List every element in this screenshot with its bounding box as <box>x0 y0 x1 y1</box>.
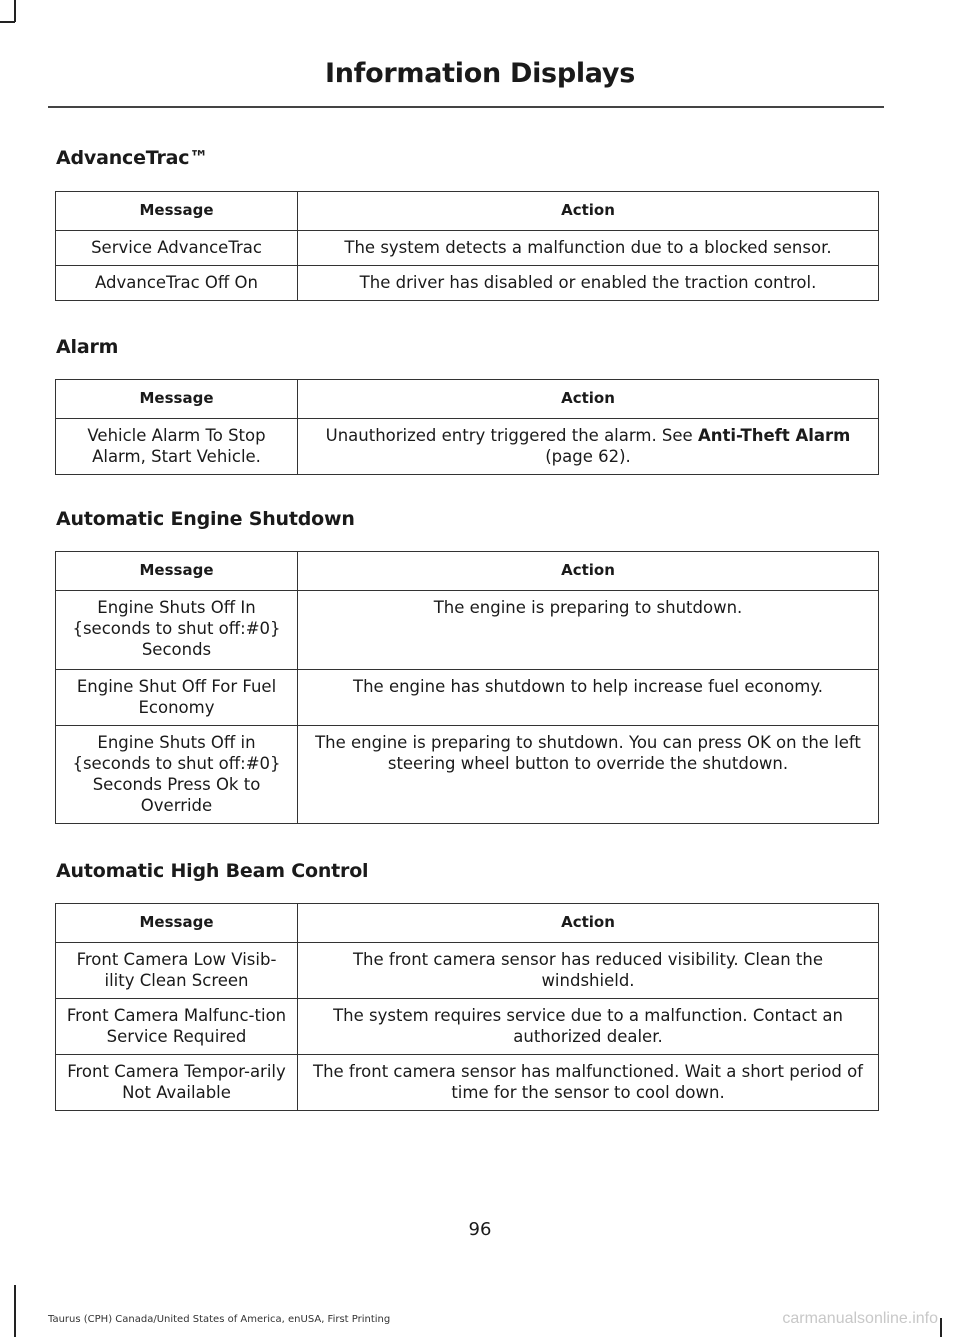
table-row <box>56 999 879 1055</box>
message-cell: Front Camera Malfunc-tion Service Required <box>56 999 298 1055</box>
crop-mark <box>0 21 15 23</box>
message-cell: Front Camera Tempor-arily Not Available <box>56 1055 298 1111</box>
table-row <box>56 943 879 999</box>
table-row <box>56 266 879 301</box>
section-title-alarm: Alarm <box>56 336 119 358</box>
message-cell: AdvanceTrac Off On <box>56 266 298 301</box>
table-row <box>56 670 879 726</box>
action-text: Unauthorized entry triggered the alarm. See <box>325 426 698 445</box>
action-cell: The system detects a malfunction due to a blocked sensor. <box>298 231 879 266</box>
action-cell: The front camera sensor has reduced visibility. Clean the windshield. <box>298 943 879 999</box>
table-row <box>56 419 879 475</box>
column-header-message: Message <box>56 904 298 943</box>
section-title-engine-shutdown: Automatic Engine Shutdown <box>56 508 355 530</box>
high-beam-table <box>55 903 879 1111</box>
crop-mark <box>940 1318 942 1337</box>
section-title-advancetrac: AdvanceTrac™ <box>56 147 209 169</box>
column-header-message: Message <box>56 192 298 231</box>
action-cell: The engine is preparing to shutdown. You can press OK on the left steering wheel button to override the shutdown. <box>298 726 879 824</box>
column-header-message: Message <box>56 380 298 419</box>
message-cell: Engine Shuts Off in {seconds to shut off:#0} Seconds Press Ok to Override <box>56 726 298 824</box>
action-cell: The engine has shutdown to help increase fuel economy. <box>298 670 879 726</box>
action-cell: The driver has disabled or enabled the traction control. <box>298 266 879 301</box>
table-row <box>56 1055 879 1111</box>
action-cell: The front camera sensor has malfunctioned. Wait a short period of time for the sensor to cool down. <box>298 1055 879 1111</box>
page-reference: (page 62). <box>545 447 631 466</box>
table-row <box>56 726 879 824</box>
message-cell: Service AdvanceTrac <box>56 231 298 266</box>
message-cell: Engine Shut Off For Fuel Economy <box>56 670 298 726</box>
page-number: 96 <box>468 1219 492 1240</box>
column-header-action: Action <box>298 552 879 591</box>
table-row <box>56 591 879 670</box>
crop-mark <box>14 1285 16 1337</box>
crop-mark <box>14 0 16 22</box>
message-cell: Vehicle Alarm To Stop Alarm, Start Vehicle. <box>56 419 298 475</box>
action-cell <box>298 419 879 475</box>
column-header-message: Message <box>56 552 298 591</box>
watermark: carmanualsonline.info <box>782 1310 938 1327</box>
message-cell: Front Camera Low Visib-ility Clean Screen <box>56 943 298 999</box>
alarm-table <box>55 379 879 475</box>
section-title-high-beam: Automatic High Beam Control <box>56 860 369 882</box>
page-header-title: Information Displays <box>325 58 635 89</box>
column-header-action: Action <box>298 192 879 231</box>
anti-theft-alarm-link[interactable]: Anti-Theft Alarm <box>697 426 851 445</box>
table-row <box>56 231 879 266</box>
footer-text: Taurus (CPH) Canada/United States of America, enUSA, First Printing <box>48 1314 391 1325</box>
action-cell: The system requires service due to a malfunction. Contact an authorized dealer. <box>298 999 879 1055</box>
advancetrac-table <box>55 191 879 301</box>
column-header-action: Action <box>298 904 879 943</box>
header-divider <box>48 106 884 108</box>
column-header-action: Action <box>298 380 879 419</box>
message-cell: Engine Shuts Off In {seconds to shut off:#0} Seconds <box>56 591 298 670</box>
action-cell: The engine is preparing to shutdown. <box>298 591 879 670</box>
engine-shutdown-table <box>55 551 879 824</box>
